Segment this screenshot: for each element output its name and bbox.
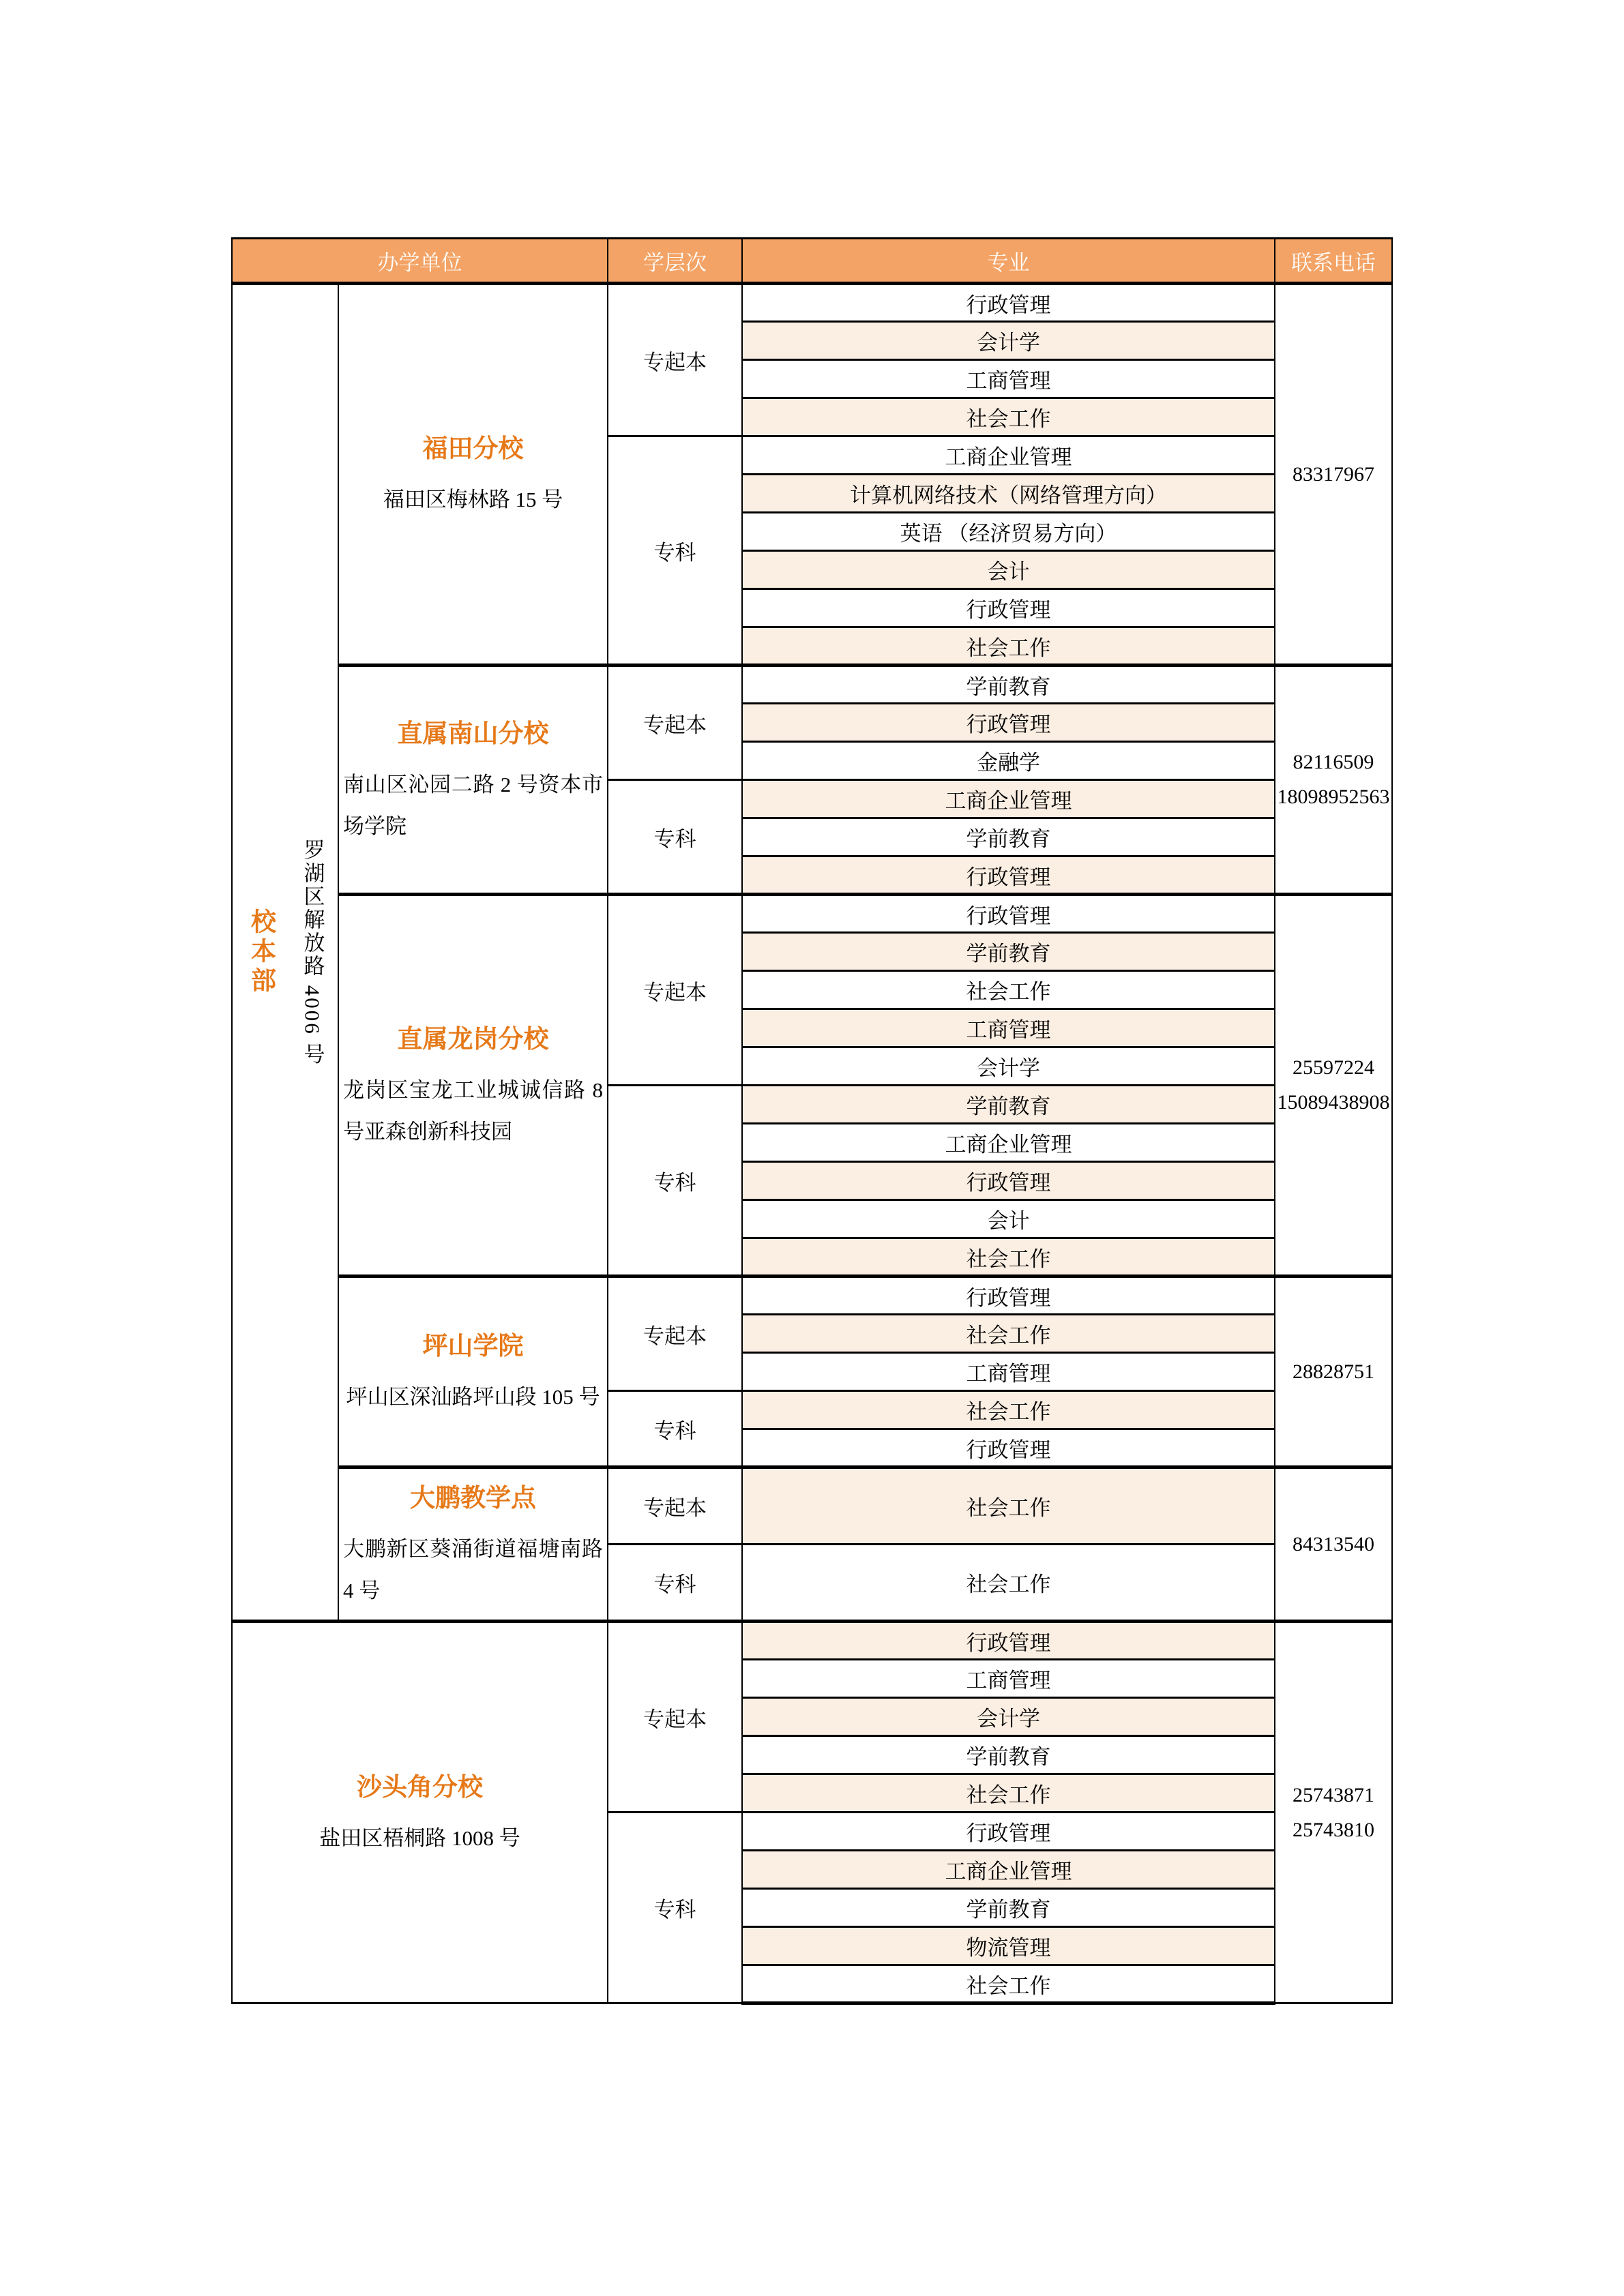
major-cell: 行政管理 xyxy=(742,1622,1275,1660)
school-address: 福田区梅林路 15 号 xyxy=(383,488,563,512)
school-address: 龙岗区宝龙工业城诚信路 8 号亚森创新科技园 xyxy=(343,1078,603,1144)
major-cell: 社会工作 xyxy=(742,1315,1275,1353)
major-cell: 英语 （经济贸易方向） xyxy=(742,513,1275,551)
school-name: 直属南山分校 xyxy=(397,719,549,748)
campus-program-table xyxy=(231,237,1393,2005)
level-cell: 专科 xyxy=(608,1391,742,1467)
campus-vertical-wrap xyxy=(233,839,338,1067)
phone-number: 84313540 xyxy=(1293,1532,1374,1555)
phone-cell xyxy=(1275,1277,1392,1467)
header-cell-unit: 办学单位 xyxy=(232,239,608,284)
school-name: 直属龙岗分校 xyxy=(397,1025,549,1054)
major-cell: 物流管理 xyxy=(742,1927,1275,1965)
major-cell: 会计 xyxy=(742,551,1275,589)
level-cell: 专科 xyxy=(608,780,742,895)
level-cell: 专起本 xyxy=(608,1277,742,1391)
school-address: 坪山区深汕路坪山段 105 号 xyxy=(346,1385,600,1410)
major-cell: 社会工作 xyxy=(742,1238,1275,1277)
level-cell: 专起本 xyxy=(608,895,742,1086)
phone-number: 25597224 xyxy=(1293,1056,1374,1079)
level-cell: 专起本 xyxy=(608,1622,742,1813)
campus-address-vertical: 罗湖区解放路 4006 号 xyxy=(300,838,325,1067)
major-cell: 计算机网络技术（网络管理方向） xyxy=(742,475,1275,513)
major-cell: 学前教育 xyxy=(742,1889,1275,1927)
major-cell: 金融学 xyxy=(742,742,1275,780)
phone-cell xyxy=(1275,1467,1392,1622)
major-cell: 行政管理 xyxy=(742,1162,1275,1200)
school-cell xyxy=(338,666,608,895)
major-cell: 行政管理 xyxy=(742,704,1275,742)
level-cell: 专起本 xyxy=(608,666,742,780)
level-cell: 专起本 xyxy=(608,1467,742,1545)
school-cell xyxy=(338,1467,608,1622)
major-cell: 学前教育 xyxy=(742,666,1275,704)
header-cell-major: 专业 xyxy=(742,239,1275,284)
phone-cell xyxy=(1275,284,1392,666)
phone-number: 15089438908 xyxy=(1277,1091,1390,1114)
school-address: 盐田区梧桐路 1008 号 xyxy=(319,1825,520,1850)
major-cell: 会计学 xyxy=(742,322,1275,360)
school-cell xyxy=(338,284,608,666)
major-cell: 工商企业管理 xyxy=(742,780,1275,818)
table-row xyxy=(232,284,1392,322)
major-cell: 学前教育 xyxy=(742,818,1275,856)
major-cell: 工商企业管理 xyxy=(742,436,1275,475)
major-cell: 工商管理 xyxy=(742,1660,1275,1698)
school-name: 福田分校 xyxy=(422,434,524,463)
major-cell: 会计学 xyxy=(742,1698,1275,1736)
campus-name-vertical: 校本部 xyxy=(247,908,276,996)
major-cell: 行政管理 xyxy=(742,1429,1275,1467)
school-name: 坪山学院 xyxy=(422,1332,524,1360)
phone-number: 25743810 xyxy=(1293,1818,1374,1841)
table-row xyxy=(232,895,1392,933)
major-cell: 社会工作 xyxy=(742,1467,1275,1545)
major-cell: 工商企业管理 xyxy=(742,1851,1275,1889)
school-cell xyxy=(338,1277,608,1467)
school-address: 南山区沁园二路 2 号资本市场学院 xyxy=(343,773,603,838)
header-cell-phone: 联系电话 xyxy=(1275,239,1392,284)
major-cell: 行政管理 xyxy=(742,589,1275,627)
table-row xyxy=(232,666,1392,704)
document-sheet xyxy=(231,237,1393,2005)
school-address: 大鹏新区葵涌街道福塘南路 4 号 xyxy=(343,1537,603,1602)
school-cell xyxy=(232,1622,608,2003)
major-cell: 工商管理 xyxy=(742,360,1275,398)
level-cell: 专起本 xyxy=(608,284,742,436)
major-cell: 学前教育 xyxy=(742,933,1275,971)
major-cell: 工商管理 xyxy=(742,1353,1275,1391)
major-cell: 工商管理 xyxy=(742,1009,1275,1047)
phone-number: 28828751 xyxy=(1293,1360,1374,1383)
school-cell xyxy=(338,895,608,1277)
phone-number: 18098952563 xyxy=(1277,786,1390,808)
header-row xyxy=(232,239,1392,284)
major-cell: 会计 xyxy=(742,1200,1275,1238)
phone-number: 83317967 xyxy=(1293,462,1374,486)
major-cell: 行政管理 xyxy=(742,1277,1275,1315)
phone-cell xyxy=(1275,666,1392,895)
phone-number: 25743871 xyxy=(1293,1783,1374,1806)
major-cell: 工商企业管理 xyxy=(742,1124,1275,1162)
major-cell: 行政管理 xyxy=(742,895,1275,933)
level-cell: 专科 xyxy=(608,1086,742,1277)
major-cell: 行政管理 xyxy=(742,856,1275,895)
major-cell: 社会工作 xyxy=(742,398,1275,436)
phone-cell xyxy=(1275,1622,1392,2003)
phone-cell xyxy=(1275,895,1392,1277)
major-cell: 学前教育 xyxy=(742,1736,1275,1774)
table-row xyxy=(232,1277,1392,1315)
table-row xyxy=(232,1467,1392,1545)
school-name: 大鹏教学点 xyxy=(410,1484,536,1512)
major-cell: 社会工作 xyxy=(742,1545,1275,1622)
major-cell: 社会工作 xyxy=(742,971,1275,1009)
major-cell: 社会工作 xyxy=(742,1965,1275,2003)
major-cell: 社会工作 xyxy=(742,1774,1275,1813)
school-name: 沙头角分校 xyxy=(357,1772,483,1801)
major-cell: 社会工作 xyxy=(742,627,1275,666)
level-cell: 专科 xyxy=(608,1813,742,2003)
campus-cell xyxy=(232,284,338,1622)
level-cell: 专科 xyxy=(608,436,742,666)
phone-number: 82116509 xyxy=(1293,751,1374,773)
level-cell: 专科 xyxy=(608,1545,742,1622)
major-cell: 会计学 xyxy=(742,1047,1275,1086)
major-cell: 行政管理 xyxy=(742,1813,1275,1851)
major-cell: 学前教育 xyxy=(742,1086,1275,1124)
header-cell-level: 学层次 xyxy=(608,239,742,284)
table-row xyxy=(232,1622,1392,1660)
major-cell: 行政管理 xyxy=(742,284,1275,322)
major-cell: 社会工作 xyxy=(742,1391,1275,1429)
